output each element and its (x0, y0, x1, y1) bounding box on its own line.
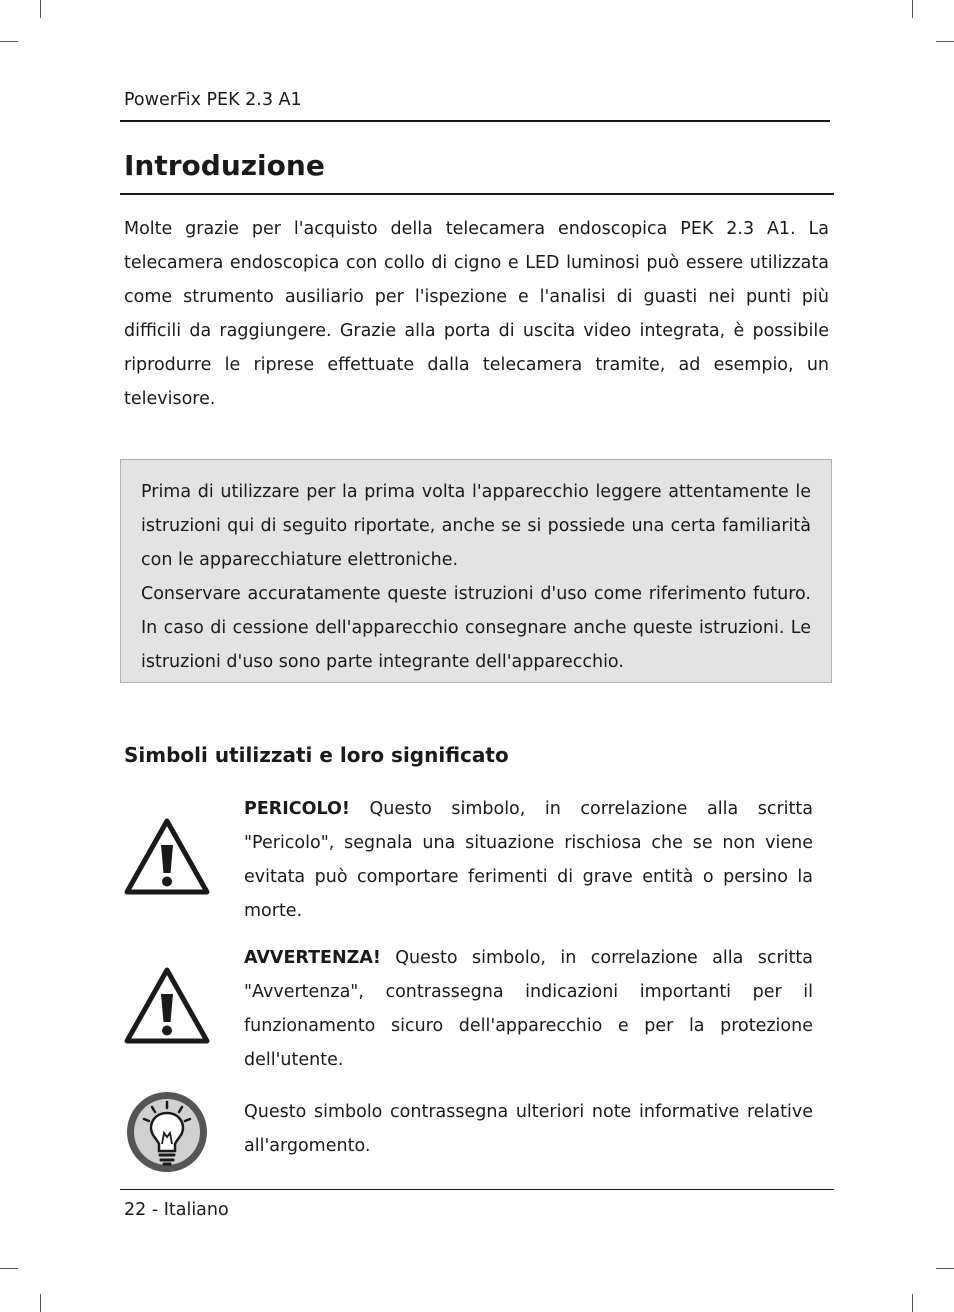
crop-mark (40, 0, 41, 18)
danger-label: PERICOLO! (244, 799, 350, 819)
danger-description (244, 792, 813, 928)
crop-mark (936, 1268, 954, 1269)
warning-description (244, 941, 813, 1077)
notice-paragraph-2: Conservare accuratamente queste istruzioni d'uso come riferimento futuro. In caso di cessione dell'apparecchio consegnare anche queste istruzioni. Le istruzioni d'uso sono parte integrante dell'apparecchio. (141, 584, 811, 672)
notice-box (120, 459, 832, 683)
crop-mark (936, 41, 954, 42)
danger-text: Questo simbolo, in correlazione alla scritta "Pericolo", segnala una situazione rischiosa che se non viene evitata può comportare ferimenti di grave entità o persino la morte. (244, 799, 813, 921)
warning-label: AVVERTENZA! (244, 948, 381, 968)
page-title: Introduzione (124, 149, 325, 182)
crop-mark (40, 1294, 41, 1312)
warning-triangle-icon (124, 818, 210, 896)
footer-rule (120, 1189, 834, 1190)
warning-triangle-icon (124, 967, 210, 1045)
crop-mark (912, 1294, 913, 1312)
header-rule (120, 120, 830, 122)
running-header: PowerFix PEK 2.3 A1 (124, 90, 302, 110)
intro-paragraph: Molte grazie per l'acquisto della telecamera endoscopica PEK 2.3 A1. La telecamera endoscopica con collo di cigno e LED luminosi può essere utilizzata come strumento ausiliario per l'ispezione e l'analisi di guasti nei punti più difficili da raggiungere. Grazie alla porta di uscita video integrata, è possibile riprodurre le riprese effettuate dalla telecamera tramite, ad esempio, un televisore. (124, 219, 829, 409)
crop-mark (0, 41, 18, 42)
page-number: 22 - Italiano (124, 1200, 229, 1220)
crop-mark (912, 0, 913, 18)
lightbulb-icon (124, 1089, 210, 1175)
warning-text: Questo simbolo, in correlazione alla scritta "Avvertenza", contrassegna indicazioni importanti per il funzionamento sicuro dell'apparecchio e per la protezione dell'utente. (244, 948, 813, 1070)
crop-mark (0, 1268, 18, 1269)
notice-paragraph-1: Prima di utilizzare per la prima volta l'apparecchio leggere attentamente le istruzioni qui di seguito riportate, anche se si possiede una certa familiarità con le apparecchiature elettroniche. (141, 482, 811, 570)
symbols-heading: Simboli utilizzati e loro significato (124, 743, 509, 767)
info-description: Questo simbolo contrassegna ulteriori note informative relative all'argomento. (244, 1102, 813, 1156)
title-rule (120, 193, 834, 195)
